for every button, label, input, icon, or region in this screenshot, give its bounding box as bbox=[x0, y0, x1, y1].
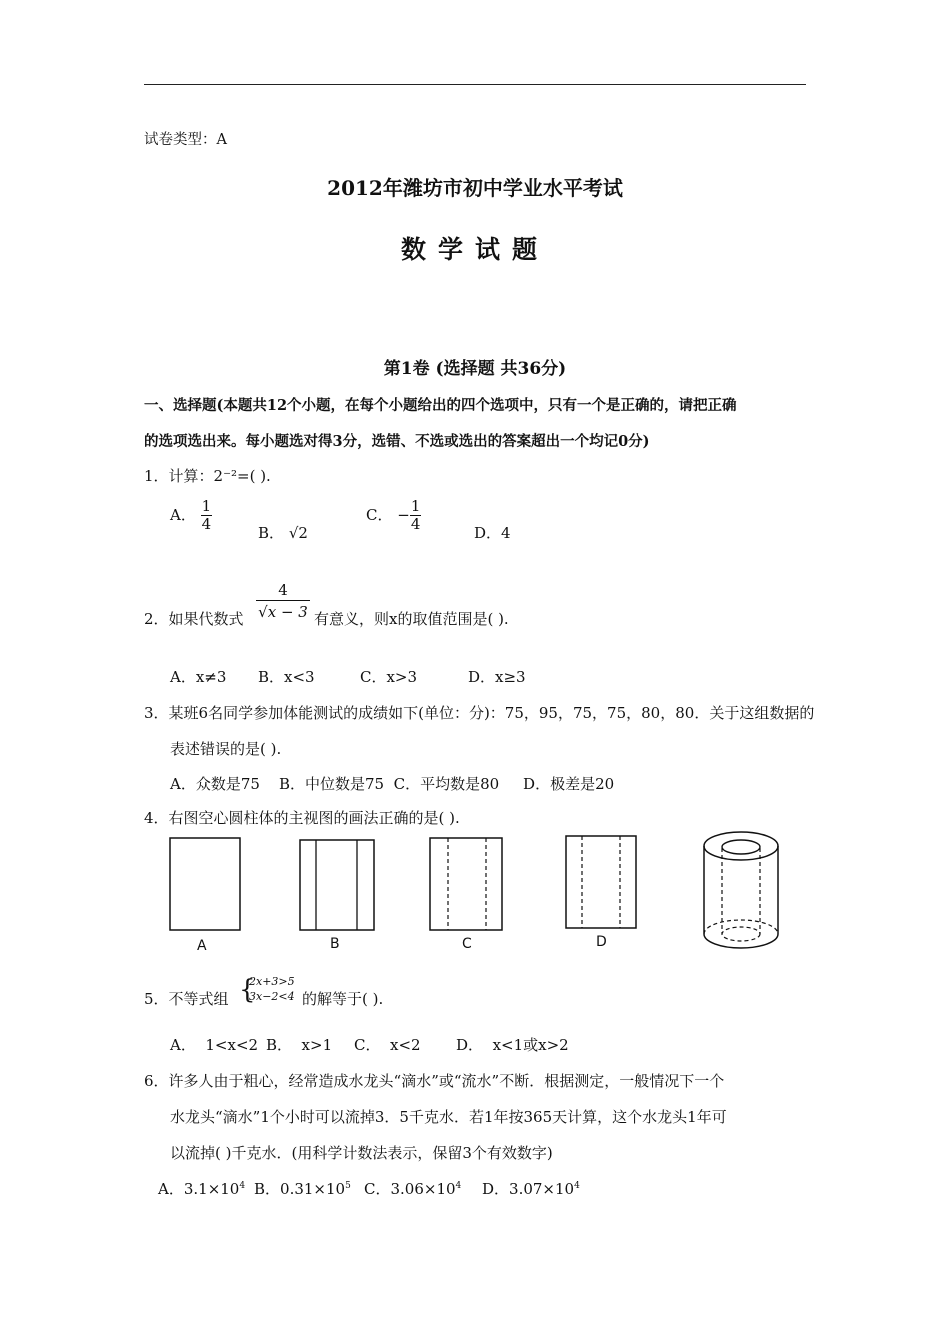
q5-option-b: B． x>1 bbox=[266, 1036, 333, 1054]
q6-d-label: D．3.07×10 bbox=[482, 1180, 575, 1198]
q1-option-a bbox=[170, 498, 212, 534]
q1-c-fraction bbox=[410, 498, 422, 534]
figure-b-label: B bbox=[330, 936, 340, 952]
q2-den: √x − 3 bbox=[258, 603, 308, 621]
volume-title: 第1卷 (选择题 共36分) bbox=[383, 359, 567, 379]
q5-pre: 5．不等式组 bbox=[144, 990, 229, 1008]
q1-option-c-label: C． bbox=[366, 505, 393, 524]
figure-c-rect bbox=[430, 838, 502, 930]
q6-line1: 6．许多人由于粗心，经常造成水龙头“滴水”或“流水”不断．根据测定，一般情况下一个 bbox=[144, 1072, 725, 1090]
q5-option-d: D． x<1或x>2 bbox=[456, 1036, 569, 1054]
q2-option-b: B．x<3 bbox=[258, 668, 315, 686]
q1-option-c bbox=[366, 498, 421, 534]
q1-c-num: 1 bbox=[410, 497, 421, 515]
q1-c-sign: − bbox=[397, 505, 410, 524]
q1-b-value: √2 bbox=[288, 524, 308, 542]
q5-inequality-1: 2x+3>5 bbox=[249, 975, 295, 988]
q1-option-b-label: B． bbox=[258, 524, 285, 542]
top-rule bbox=[144, 84, 806, 85]
hollow-cylinder bbox=[704, 832, 778, 948]
q1-stem: 1．计算：2⁻²=( ). bbox=[144, 467, 271, 485]
figure-b-rect bbox=[300, 840, 374, 930]
q1-option-b bbox=[258, 522, 308, 543]
q5-option-c: C． x<2 bbox=[354, 1036, 421, 1054]
q2-pre: 2．如果代数式 bbox=[144, 610, 244, 628]
q4-figures bbox=[150, 826, 810, 960]
paper-type: 试卷类型：A bbox=[144, 132, 227, 148]
q6-option-c bbox=[364, 1178, 461, 1199]
q6-c-exp: 4 bbox=[455, 1181, 462, 1191]
section-instructions-line1: 一、选择题(本题共12个小题，在每个小题给出的四个选项中，只有一个是正确的，请把正确 bbox=[144, 397, 737, 414]
q5-system bbox=[249, 974, 295, 1004]
q2-option-c: C．x>3 bbox=[360, 668, 418, 686]
q1-option-d: D．4 bbox=[474, 524, 511, 542]
figure-c-label: C bbox=[462, 936, 472, 952]
exam-title: 2012年潍坊市初中学业水平考试 bbox=[327, 176, 623, 200]
q2-option-d: D．x≥3 bbox=[468, 668, 526, 686]
q6-b-label: B．0.31×10 bbox=[254, 1180, 346, 1198]
q5-inequality-2: 3x−2<4 bbox=[249, 990, 295, 1003]
q1-a-num: 1 bbox=[201, 497, 212, 515]
section-instructions-line2: 的选项选出来。每小题选对得3分，选错、不选或选出的答案超出一个均记0分) bbox=[144, 433, 650, 450]
q6-line3: 以流掉( )千克水．(用科学计数法表示，保留3个有效数字) bbox=[170, 1144, 553, 1162]
q6-a-exp: 4 bbox=[239, 1181, 246, 1191]
q1-a-fraction bbox=[201, 498, 213, 534]
q2-option-a: A．x≠3 bbox=[170, 668, 227, 686]
q5-brace: { bbox=[239, 975, 256, 1005]
subject-title: 数学试题 bbox=[400, 235, 549, 264]
figure-d-rect bbox=[566, 836, 636, 928]
q6-a-label: A．3.1×10 bbox=[158, 1180, 240, 1198]
q6-c-label: C．3.06×10 bbox=[364, 1180, 456, 1198]
q2-num: 4 bbox=[256, 580, 310, 601]
q2-fraction bbox=[256, 580, 310, 623]
q6-d-exp: 4 bbox=[574, 1181, 580, 1191]
q3-line2: 表述错误的是( ). bbox=[170, 740, 282, 758]
q3-options: A．众数是75 B．中位数是75 C．平均数是80 D．极差是20 bbox=[170, 775, 615, 793]
q6-option-d bbox=[482, 1178, 580, 1199]
q2-post: 有意义，则x的取值范围是( ). bbox=[314, 610, 509, 628]
q3-line1: 3．某班6名同学参加体能测试的成绩如下(单位：分)：75，95，75，75，80，80．关于这组数据的 bbox=[144, 704, 815, 722]
q1-a-den: 4 bbox=[201, 515, 212, 534]
q5-option-a: A． 1<x<2 bbox=[170, 1036, 259, 1054]
figure-a-rect bbox=[170, 838, 240, 930]
q1-option-a-label: A． bbox=[170, 505, 196, 524]
q1-c-den: 4 bbox=[410, 515, 421, 534]
q4-stem: 4．右图空心圆柱体的主视图的画法正确的是( ). bbox=[144, 809, 460, 827]
q6-option-b bbox=[254, 1178, 351, 1199]
q6-line2: 水龙头“滴水”1个小时可以流掉3．5千克水．若1年按365天计算，这个水龙头1年可 bbox=[170, 1108, 727, 1126]
q5-post: 的解等于( ). bbox=[302, 990, 384, 1008]
figure-a-label: A bbox=[197, 938, 207, 954]
q6-b-exp: 5 bbox=[345, 1181, 351, 1191]
q6-option-a bbox=[158, 1178, 245, 1199]
figure-d-label: D bbox=[596, 934, 607, 950]
